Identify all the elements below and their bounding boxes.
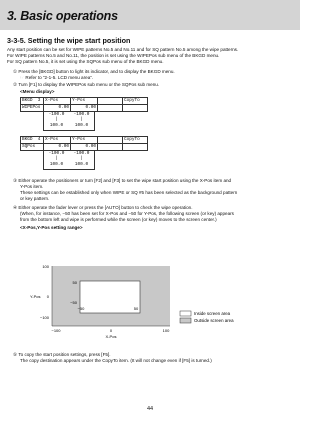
y-tick-neg100: −100: [39, 315, 49, 320]
step-3: [13, 178, 231, 184]
step-4-line-2: (When, for instance, −50 has been set for X-Pos and −50 for Y-Pos, the following screen (or key) appears: [20, 211, 234, 216]
lcd2-range-box: [43, 151, 95, 170]
step-1: [13, 69, 175, 75]
lcd1-menu-name: BKGD 3: [21, 98, 44, 105]
step-1-number: ①: [13, 69, 18, 74]
x-tick-0: 0: [109, 328, 113, 333]
lcd1-ypos-value: 0.00: [71, 104, 98, 111]
lcd1-ypos-label: Y-Pos: [71, 98, 98, 105]
page-number: 44: [146, 406, 154, 412]
step-3-line-3: These settings can be established only when WIPE or SQ #5 has been selected as the background pattern: [20, 190, 238, 195]
step-3-line-4: or key pattern.: [20, 196, 50, 201]
intro-line-1: Any start position can be set for WIPE patterns No.5 and No.11 and for SQ pattern No.5 among the wipe patterns.: [7, 47, 239, 52]
x-tick-neg100: −100: [51, 328, 61, 333]
lcd2-y-bar: |: [80, 156, 83, 161]
x-tick-50: 50: [133, 306, 139, 311]
step-4-number: ④: [13, 205, 18, 210]
step-5-line-1: To copy the start position settings, press [F5].: [18, 352, 111, 357]
lcd1-copyto-label: CopyTo: [123, 98, 148, 105]
lcd1-y-bar: |: [80, 117, 83, 122]
step-4-line-1: Either operate the fader lever or press the [AUTO] button to check the wipe operation.: [18, 205, 193, 210]
intro-line-3: For SQ pattern No.5, it is set using the SQPos sub menu of the BKGD menu.: [7, 59, 164, 64]
lcd2-x-max: 100.0: [49, 162, 64, 167]
legend-inside-swatch: [180, 311, 191, 316]
step-5: [13, 352, 111, 358]
lcd2-ypos-value: 0.00: [71, 143, 98, 150]
lcd-sqpos-menu: [20, 136, 148, 151]
y-tick-50: 50: [72, 280, 77, 285]
step-5-line-2: The copy destination appears under the CopyTo item. (It will not change even if [F5] is turned.): [20, 358, 212, 363]
y-tick-0: 0: [46, 294, 49, 299]
x-axis-label: X-Pos: [105, 334, 117, 339]
lcd1-x-max: 100.0: [49, 123, 64, 128]
lcd1-empty-value: [98, 104, 123, 111]
lcd2-y-min: -100.0: [73, 151, 90, 156]
lcd1-empty-cell: [98, 98, 123, 105]
lcd2-submenu-name: SQPos: [21, 143, 44, 150]
legend-outside-swatch: [180, 318, 191, 323]
lcd1-y-max: 100.0: [74, 123, 89, 128]
lcd1-range-box: [43, 112, 95, 131]
lcd2-empty-cell: [98, 137, 123, 144]
lcd2-ypos-label: Y-Pos: [71, 137, 98, 144]
y-tick-neg50: −50: [70, 300, 77, 305]
position-range-diagram: [0, 234, 300, 342]
legend-outside-label: Outside screen area: [194, 318, 234, 323]
step-4: [13, 205, 192, 211]
step-1-reference: ☞ Refer to “2-1-5. LCD menu area”.: [20, 75, 94, 80]
lcd2-copyto-label: CopyTo: [123, 137, 148, 144]
intro-line-2: For WIPE patterns No.5 and No.11, the position is set using the WIPEPos sub menu of the BKGD menu.: [7, 53, 220, 58]
lcd2-menu-name: BKGD 4: [21, 137, 44, 144]
inside-screen-area: [77, 281, 140, 313]
lcd1-xpos-label: X-Pos: [44, 98, 71, 105]
legend-inside-label: Inside screen area: [194, 311, 231, 316]
lcd2-y-max: 100.0: [74, 162, 89, 167]
step-3-number: ③: [13, 178, 18, 183]
lcd2-xpos-label: X-Pos: [44, 137, 71, 144]
menu-display-label: <Menu display>: [20, 89, 55, 94]
step-4-line-3: from the bottom left and wipe is performed while the screen (or key) moves to the screen center.): [20, 217, 217, 222]
step-2-text: Turn [F1] to display the WIPEPos sub menu or the SQPos sub menu.: [18, 82, 160, 87]
lcd1-copyto-value: [123, 104, 148, 111]
x-tick-neg50: −50: [77, 306, 85, 311]
lcd1-x-bar: |: [55, 117, 58, 122]
setting-range-label: <X-Pos,Y-Pos setting range>: [20, 225, 83, 230]
lcd2-copyto-value: [123, 143, 148, 150]
x-tick-100: 100: [162, 328, 170, 333]
step-5-number: ⑤: [13, 352, 18, 357]
step-2-number: ②: [13, 82, 18, 87]
lcd2-x-min: -100.0: [48, 151, 65, 156]
lcd-wipepos-menu: [20, 97, 148, 112]
lcd2-x-bar: |: [55, 156, 58, 161]
step-3-line-1: Either operate the positioners or turn [F2] and [F3] to set the wipe start position using the X-Pos item and: [18, 178, 232, 183]
step-1-text: Press the [BKGD] button to light its indicator, and to display the BKGD menu.: [18, 69, 175, 74]
y-tick-100: 100: [42, 264, 49, 269]
page-header: [0, 0, 300, 30]
step-2: [13, 82, 159, 88]
lcd1-x-min: -100.0: [48, 112, 65, 117]
chapter-title: 3. Basic operations: [7, 9, 118, 23]
lcd2-xpos-value: 0.00: [44, 143, 71, 150]
step-3-line-2: Y-Pos item.: [20, 184, 44, 189]
lcd2-empty-value: [98, 143, 123, 150]
lcd1-xpos-value: 0.00: [44, 104, 71, 111]
section-title: 3-3-5. Setting the wipe start position: [7, 36, 131, 45]
y-axis-label: Y-Pos: [30, 294, 41, 299]
lcd1-y-min: -100.0: [73, 112, 90, 117]
lcd1-submenu-name: WIPEPos: [21, 104, 44, 111]
